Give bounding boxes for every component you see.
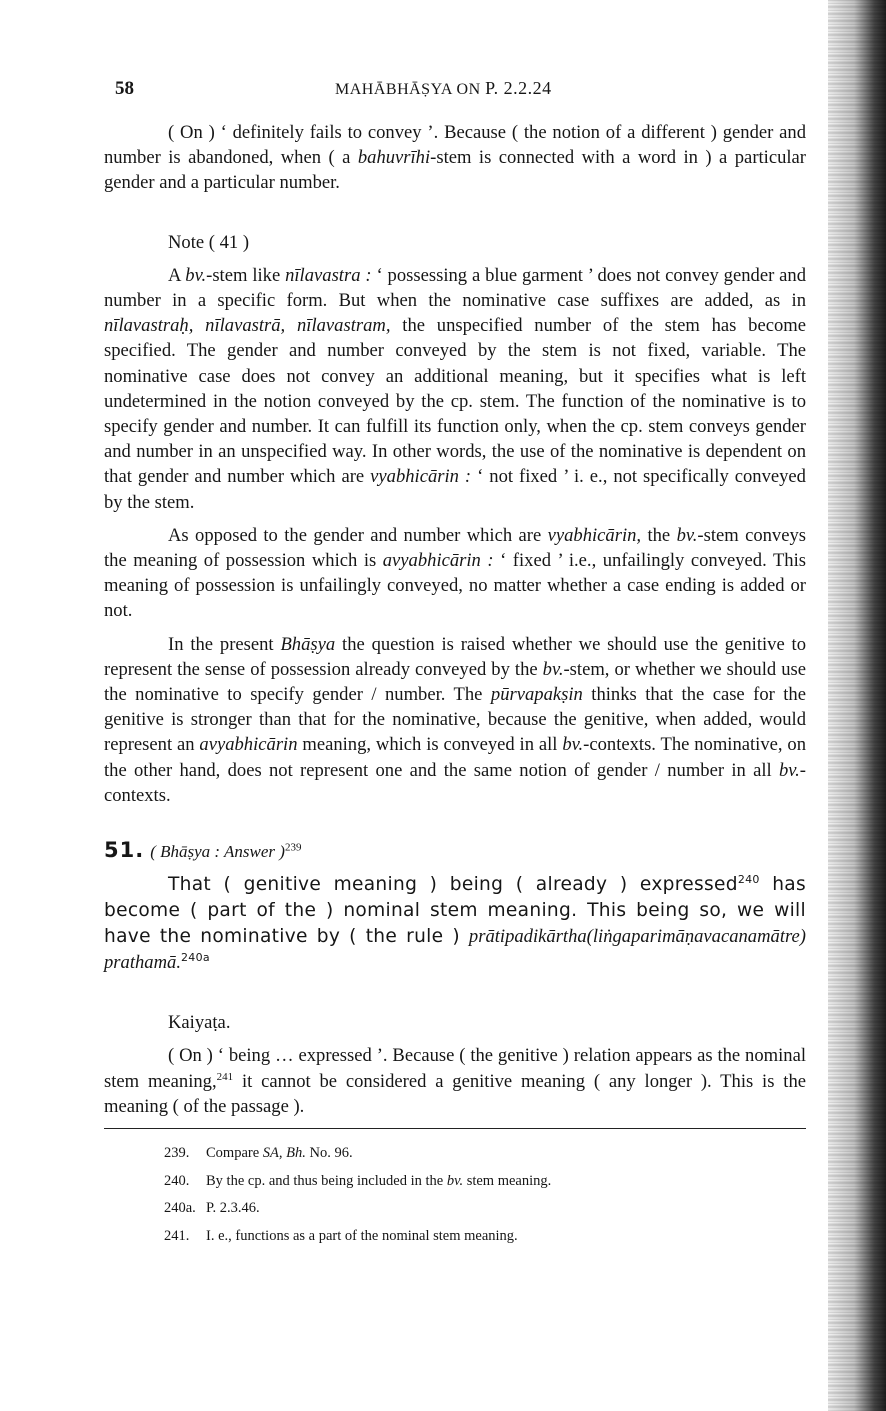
footnotes (164, 1145, 804, 1255)
footnote-239: 239. Compare SA, Bh. No. 96. (164, 1145, 353, 1161)
section-label: ( Bhāṣya : Answer ) (150, 842, 285, 862)
footnote-241: 241. I. e., functions as a part of the nominal stem meaning. (164, 1227, 518, 1244)
page-header (115, 78, 805, 102)
running-title (335, 78, 552, 99)
kaiyata-label: Kaiyaṭa. (168, 1012, 231, 1034)
note-label: Note ( 41 ) (168, 231, 250, 253)
page-number: 58 (115, 78, 134, 99)
footnote-240a: 240a. P. 2.3.46. (164, 1200, 260, 1216)
paragraph-1: ( On ) ‘ definitely fails to convey ’. Because ( the notion of a different ) gender and number is abandoned, when ( a bahuvrīhi-stem is connected with a word in ) a particular gender and a particular number. (104, 122, 806, 194)
book-spine-shadow (828, 0, 886, 1411)
paragraph-note-41: A bv.-stem like nīlavastra : ‘ possessing a blue garment ’ does not convey gender and number in a specific form. But when the nominative case suffixes are added, as in nīlavastraḥ, nīlavastrā, nīlavastram, the unspecified number of the stem has become specified. The gender and number conveyed by the stem is not fixed, variable. The nominative case does not convey an additional meaning, but it specifies what is left undetermined in the notion conveyed by the cp. stem. The function of the nominative is to specify gender and number. It can fulfill its function only, when the cp. stem conveys gender and number in an unspecified way. In other words, the use of the nominative is dependent on that gender and number which are vyabhicārin : ‘ not fixed ’ i. e., not specifically conveyed by the stem. (104, 264, 806, 513)
footnote-ref-239: 239 (284, 841, 302, 854)
running-title-text: MAHĀBHĀṢYA ON (335, 81, 481, 98)
main-text (104, 120, 806, 1119)
paragraph-opposed: As opposed to the gender and number which are vyabhicārin, the bv.-stem conveys the meaning of possession which is avyabhicārin : ‘ fixed ’ i.e., unfailingly conveyed. This meaning of possession is unfailingly conveyed, no matter whether a case ending is added or not. (104, 524, 807, 622)
paragraph-answer: That ( genitive meaning ) being ( already ) expressed$^{240}$ has become ( part of the ) nominal stem meaning. This being so, we will have the nominative by ( the rule ) prātipadikārtha(liṅgaparimāṇavacanamātre) prathamā.$^{240a}$ (104, 873, 806, 974)
footnote-divider (104, 1128, 806, 1129)
paragraph-bhasya-discussion: In the present Bhāṣya the question is raised whether we should use the genitive to represent the sense of possession already conveyed by the bv.-stem, or whether we should use the nominative to specify gender / number. The pūrvapakṣin thinks that the case for the genitive is stronger than that for the nominative, because the genitive, when added, would represent an avyabhicārin meaning, which is conveyed in all bv.-contexts. The nominative, on the other hand, does not represent one and the same notion of gender / number in all bv.-contexts. (104, 633, 807, 806)
paragraph-kaiyata: ( On ) ‘ being … expressed ’. Because ( the genitive ) relation appears as the nominal stem meaning,$^{241}$ it cannot be considered a genitive meaning ( any longer ). This is the meaning ( of the passage ). (104, 1045, 806, 1117)
section-number: 51. (104, 838, 145, 863)
section-51-heading (104, 838, 806, 864)
footnote-240: 240. By the cp. and thus being included in the bv. stem meaning. (164, 1172, 552, 1189)
running-title-reference: P. 2.2.24 (485, 78, 552, 98)
